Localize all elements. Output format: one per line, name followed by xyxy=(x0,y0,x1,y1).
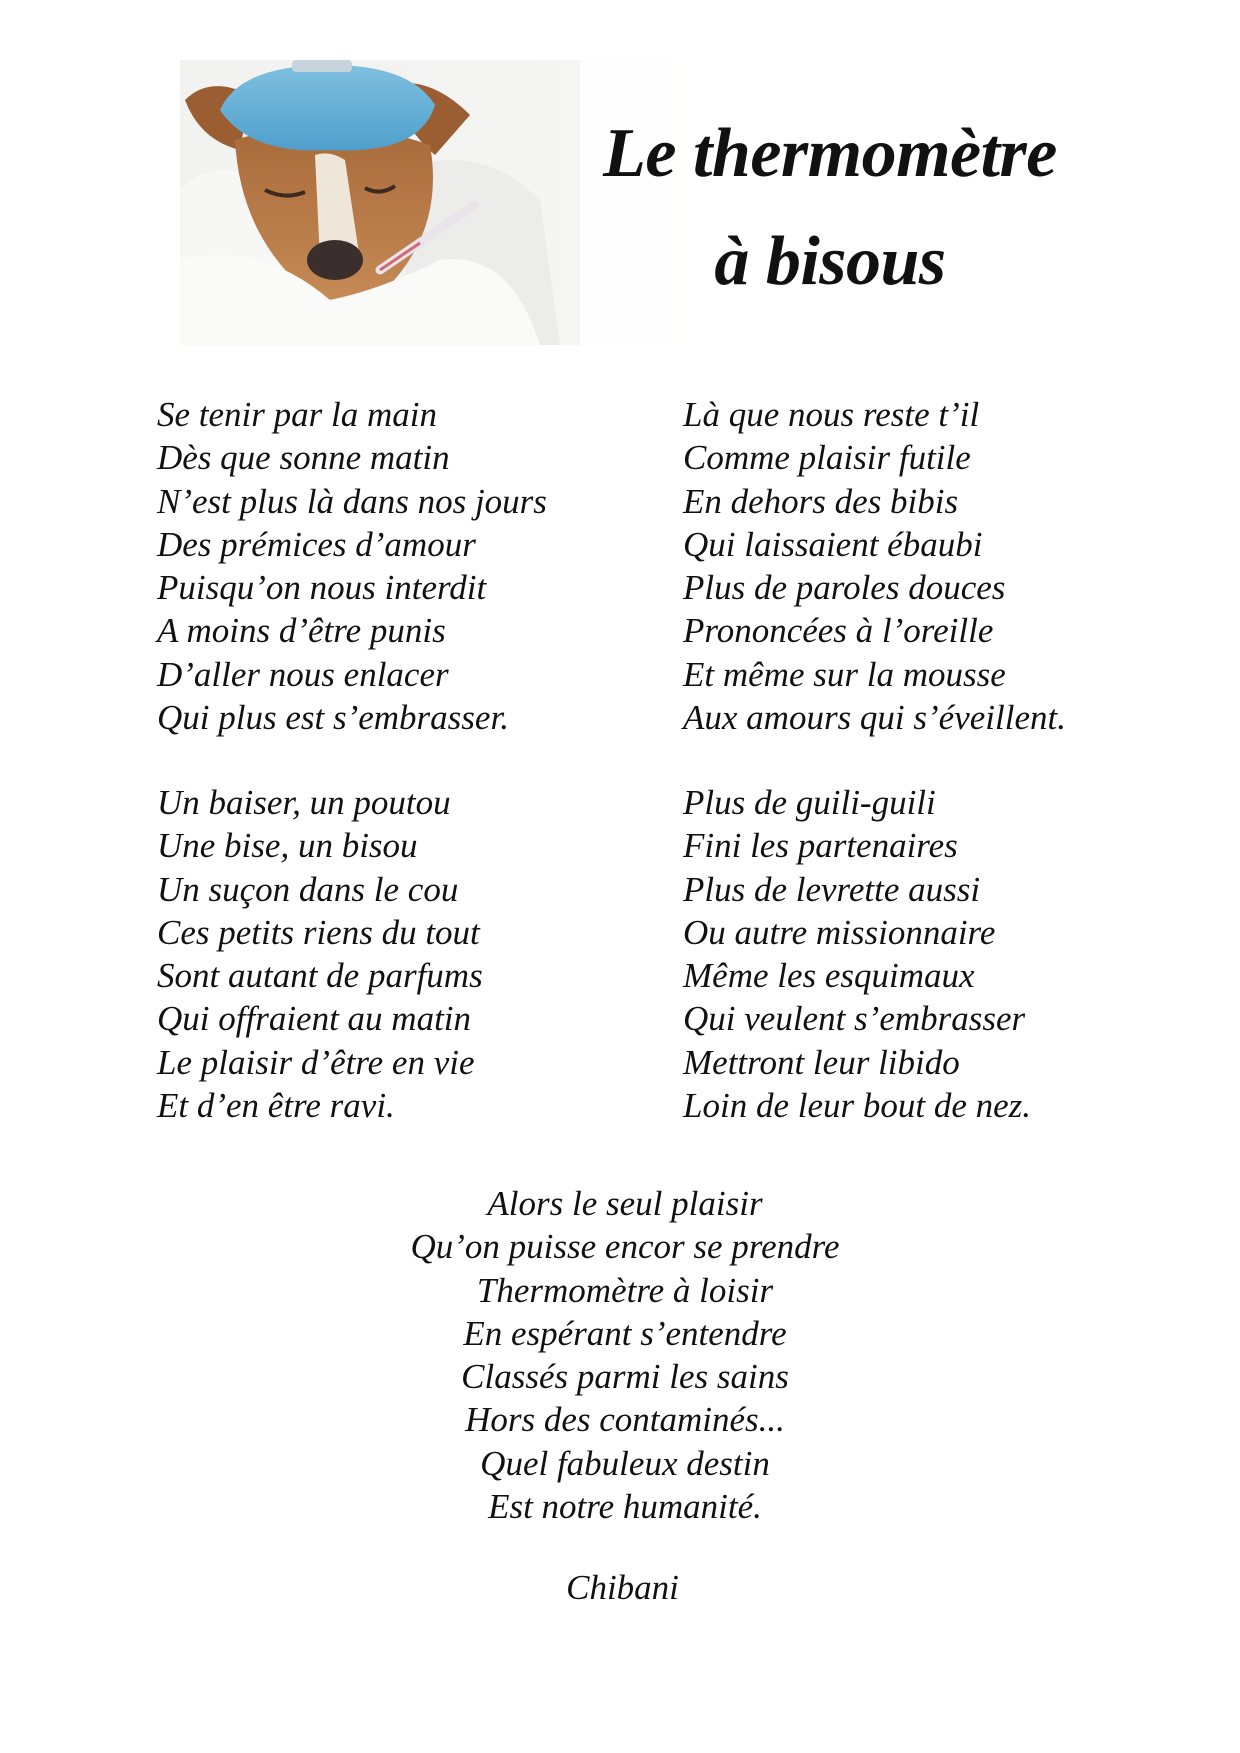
stanza-4 xyxy=(683,781,1031,1127)
verse: Alors le seul plaisir xyxy=(487,1184,763,1223)
verse: Plus de paroles douces xyxy=(683,568,1006,608)
verse: Plus de guili-guili xyxy=(683,783,936,822)
stanza-2 xyxy=(683,393,1066,739)
verse: Plus de levrette aussi xyxy=(683,869,981,909)
verse: Et même sur la mousse xyxy=(683,654,1006,694)
verse: Prononcées à l’oreille xyxy=(683,611,994,651)
verse: Est notre humanité. xyxy=(488,1487,762,1527)
verse: Classés parmi les sains xyxy=(461,1357,789,1397)
verse: Qui laissaient ébaubi xyxy=(683,524,983,564)
verse: Aux amours qui s’éveillent. xyxy=(683,698,1066,738)
verse: Le plaisir d’être en vie xyxy=(157,1042,475,1082)
verse: Loin de leur bout de nez. xyxy=(683,1086,1032,1126)
verse: Et d’en être ravi. xyxy=(157,1086,395,1126)
verse: Fini les partenaires xyxy=(683,826,958,866)
verse: Même les esquimaux xyxy=(683,956,975,996)
verse: Qu’on puisse encor se prendre xyxy=(410,1227,840,1267)
verse: Des prémices d’amour xyxy=(157,524,476,564)
stanza-1 xyxy=(157,393,547,739)
verse: Thermomètre à loisir xyxy=(476,1270,774,1310)
verse: Une bise, un bisou xyxy=(157,826,418,866)
verse: Puisqu’on nous interdit xyxy=(157,568,487,608)
verse: Là que nous reste t’il xyxy=(683,395,980,434)
verse: A moins d’être punis xyxy=(157,611,446,651)
author-signature: Chibani xyxy=(566,1568,679,1607)
verse: Qui plus est s’embrasser. xyxy=(157,698,509,738)
verse: Ou autre missionnaire xyxy=(683,912,996,952)
verse: D’aller nous enlacer xyxy=(157,654,449,694)
verse: Se tenir par la main xyxy=(157,395,437,434)
verse: Dès que sonne matin xyxy=(157,438,450,478)
stanza-3 xyxy=(157,781,483,1127)
verse: Mettront leur libido xyxy=(683,1042,960,1082)
verse: En dehors des bibis xyxy=(683,481,959,521)
verse: Qui offraient au matin xyxy=(157,999,472,1039)
verse: Comme plaisir futile xyxy=(683,438,971,478)
title-line-2: à bisous xyxy=(714,223,946,300)
verse: Hors des contaminés... xyxy=(465,1400,785,1440)
verse: Qui veulent s’embrasser xyxy=(683,999,1026,1039)
verse: Quel fabuleux destin xyxy=(480,1443,770,1483)
verse: En espérant s’entendre xyxy=(463,1313,787,1353)
verse: N’est plus là dans nos jours xyxy=(157,481,547,521)
verse: Un baiser, un poutou xyxy=(157,783,451,822)
verse: Ces petits riens du tout xyxy=(157,912,480,952)
title-line-1: Le thermomètre xyxy=(603,115,1057,192)
verse: Un suçon dans le cou xyxy=(157,869,459,909)
poem-title xyxy=(560,100,1100,316)
stanza-5-final xyxy=(0,1182,1240,1528)
verse: Sont autant de parfums xyxy=(157,956,483,996)
